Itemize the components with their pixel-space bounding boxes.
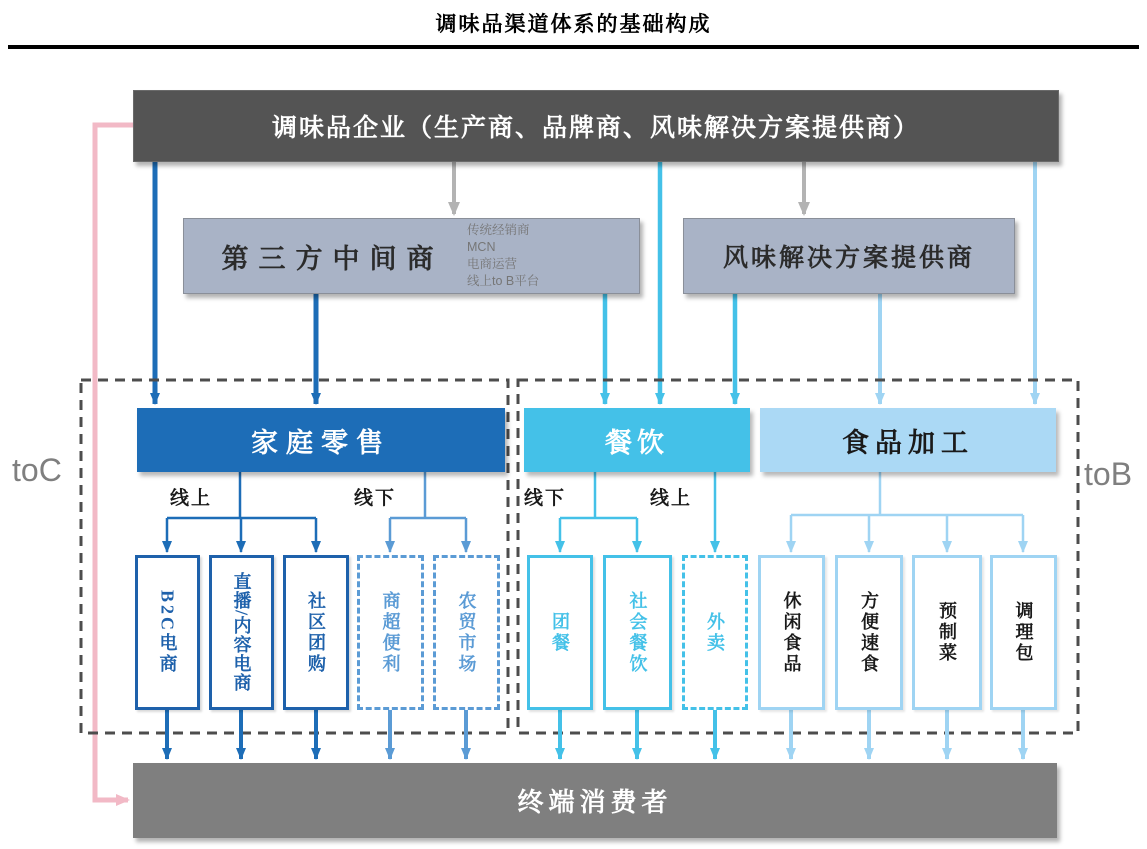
retail-offline-branch (390, 472, 466, 518)
tob-tag: toB (1084, 456, 1133, 492)
middlemen-sublabels (467, 222, 639, 291)
food-processing-label: 食品加工 (842, 427, 974, 458)
leaf-wet-market-label: 农贸市场 (456, 590, 477, 675)
leaf-supermarket-convenience (357, 555, 424, 710)
home-retail-box (137, 408, 505, 472)
middlemen-sublabel-4: 线上to B平台 (467, 274, 540, 289)
leaf-community-groupbuy (283, 555, 349, 710)
leaf-takeout-label: 外卖 (705, 611, 725, 654)
leaf-premade-dishes-label: 预制菜 (937, 601, 957, 664)
leaf-takeout (682, 555, 748, 710)
middlemen-sublabel-1: 传统经销商 (467, 222, 530, 237)
middlemen-box-label: 第三方中间商 (221, 243, 444, 274)
catering-label: 餐饮 (605, 427, 669, 458)
middlemen-box (183, 218, 640, 294)
leaf-group-meal (527, 555, 593, 710)
leaf-community-groupbuy-label: 社区团购 (306, 590, 326, 675)
home-retail-label: 家庭零售 (251, 427, 391, 458)
retail-online-label: 线上 (170, 488, 213, 509)
catering-offline-label: 线下 (524, 488, 567, 509)
leaf-livestream-content-ecommerce-label: 直播/内容电商 (231, 572, 252, 693)
leaf-supermarket-convenience-label: 商超便利 (380, 590, 401, 675)
leaf-seasoning-pack (990, 555, 1057, 710)
feedback-pink-arrow (95, 125, 133, 800)
company-box-label: 调味品企业（生产商、品牌商、风味解决方案提供商） (271, 115, 920, 142)
leaf-b2c-ecommerce (135, 555, 200, 710)
leaf-group-meal-label: 团餐 (550, 611, 570, 654)
title-rule (8, 45, 1139, 49)
leaf-b2c-ecommerce-label: B2C电商 (157, 589, 178, 675)
catering-online-label: 线上 (650, 488, 693, 509)
middlemen-sublabel-3: 电商运营 (467, 257, 518, 271)
leaf-livestream-content-ecommerce (209, 555, 274, 710)
retail-offline-label: 线下 (354, 488, 397, 509)
catering-offline-branch (560, 472, 637, 518)
leaf-social-catering-label: 社会餐饮 (627, 590, 648, 675)
catering-box (524, 408, 750, 472)
leaf-instant-food-label: 方便速食 (859, 590, 879, 675)
flavor-provider-label: 风味解决方案提供商 (722, 245, 975, 272)
leaf-social-catering (603, 555, 672, 710)
company-box (133, 90, 1059, 162)
food-branch (791, 472, 1023, 515)
page-title: 调味品渠道体系的基础构成 (435, 12, 712, 36)
leaf-seasoning-pack-label: 调理包 (1013, 601, 1034, 664)
leaf-premade-dishes (912, 555, 982, 710)
leaf-wet-market (433, 555, 500, 710)
leaf-instant-food (835, 555, 903, 710)
leaf-snack-food (758, 555, 825, 710)
end-consumer-label: 终端消费者 (517, 788, 673, 817)
toc-tag: toC (12, 452, 62, 488)
leaf-snack-food-label: 休闲食品 (781, 590, 802, 675)
food-processing-box (760, 408, 1056, 472)
middlemen-sublabel-2: MCN (467, 239, 496, 254)
end-consumer-box (133, 763, 1057, 838)
flavor-provider-box (683, 218, 1015, 294)
